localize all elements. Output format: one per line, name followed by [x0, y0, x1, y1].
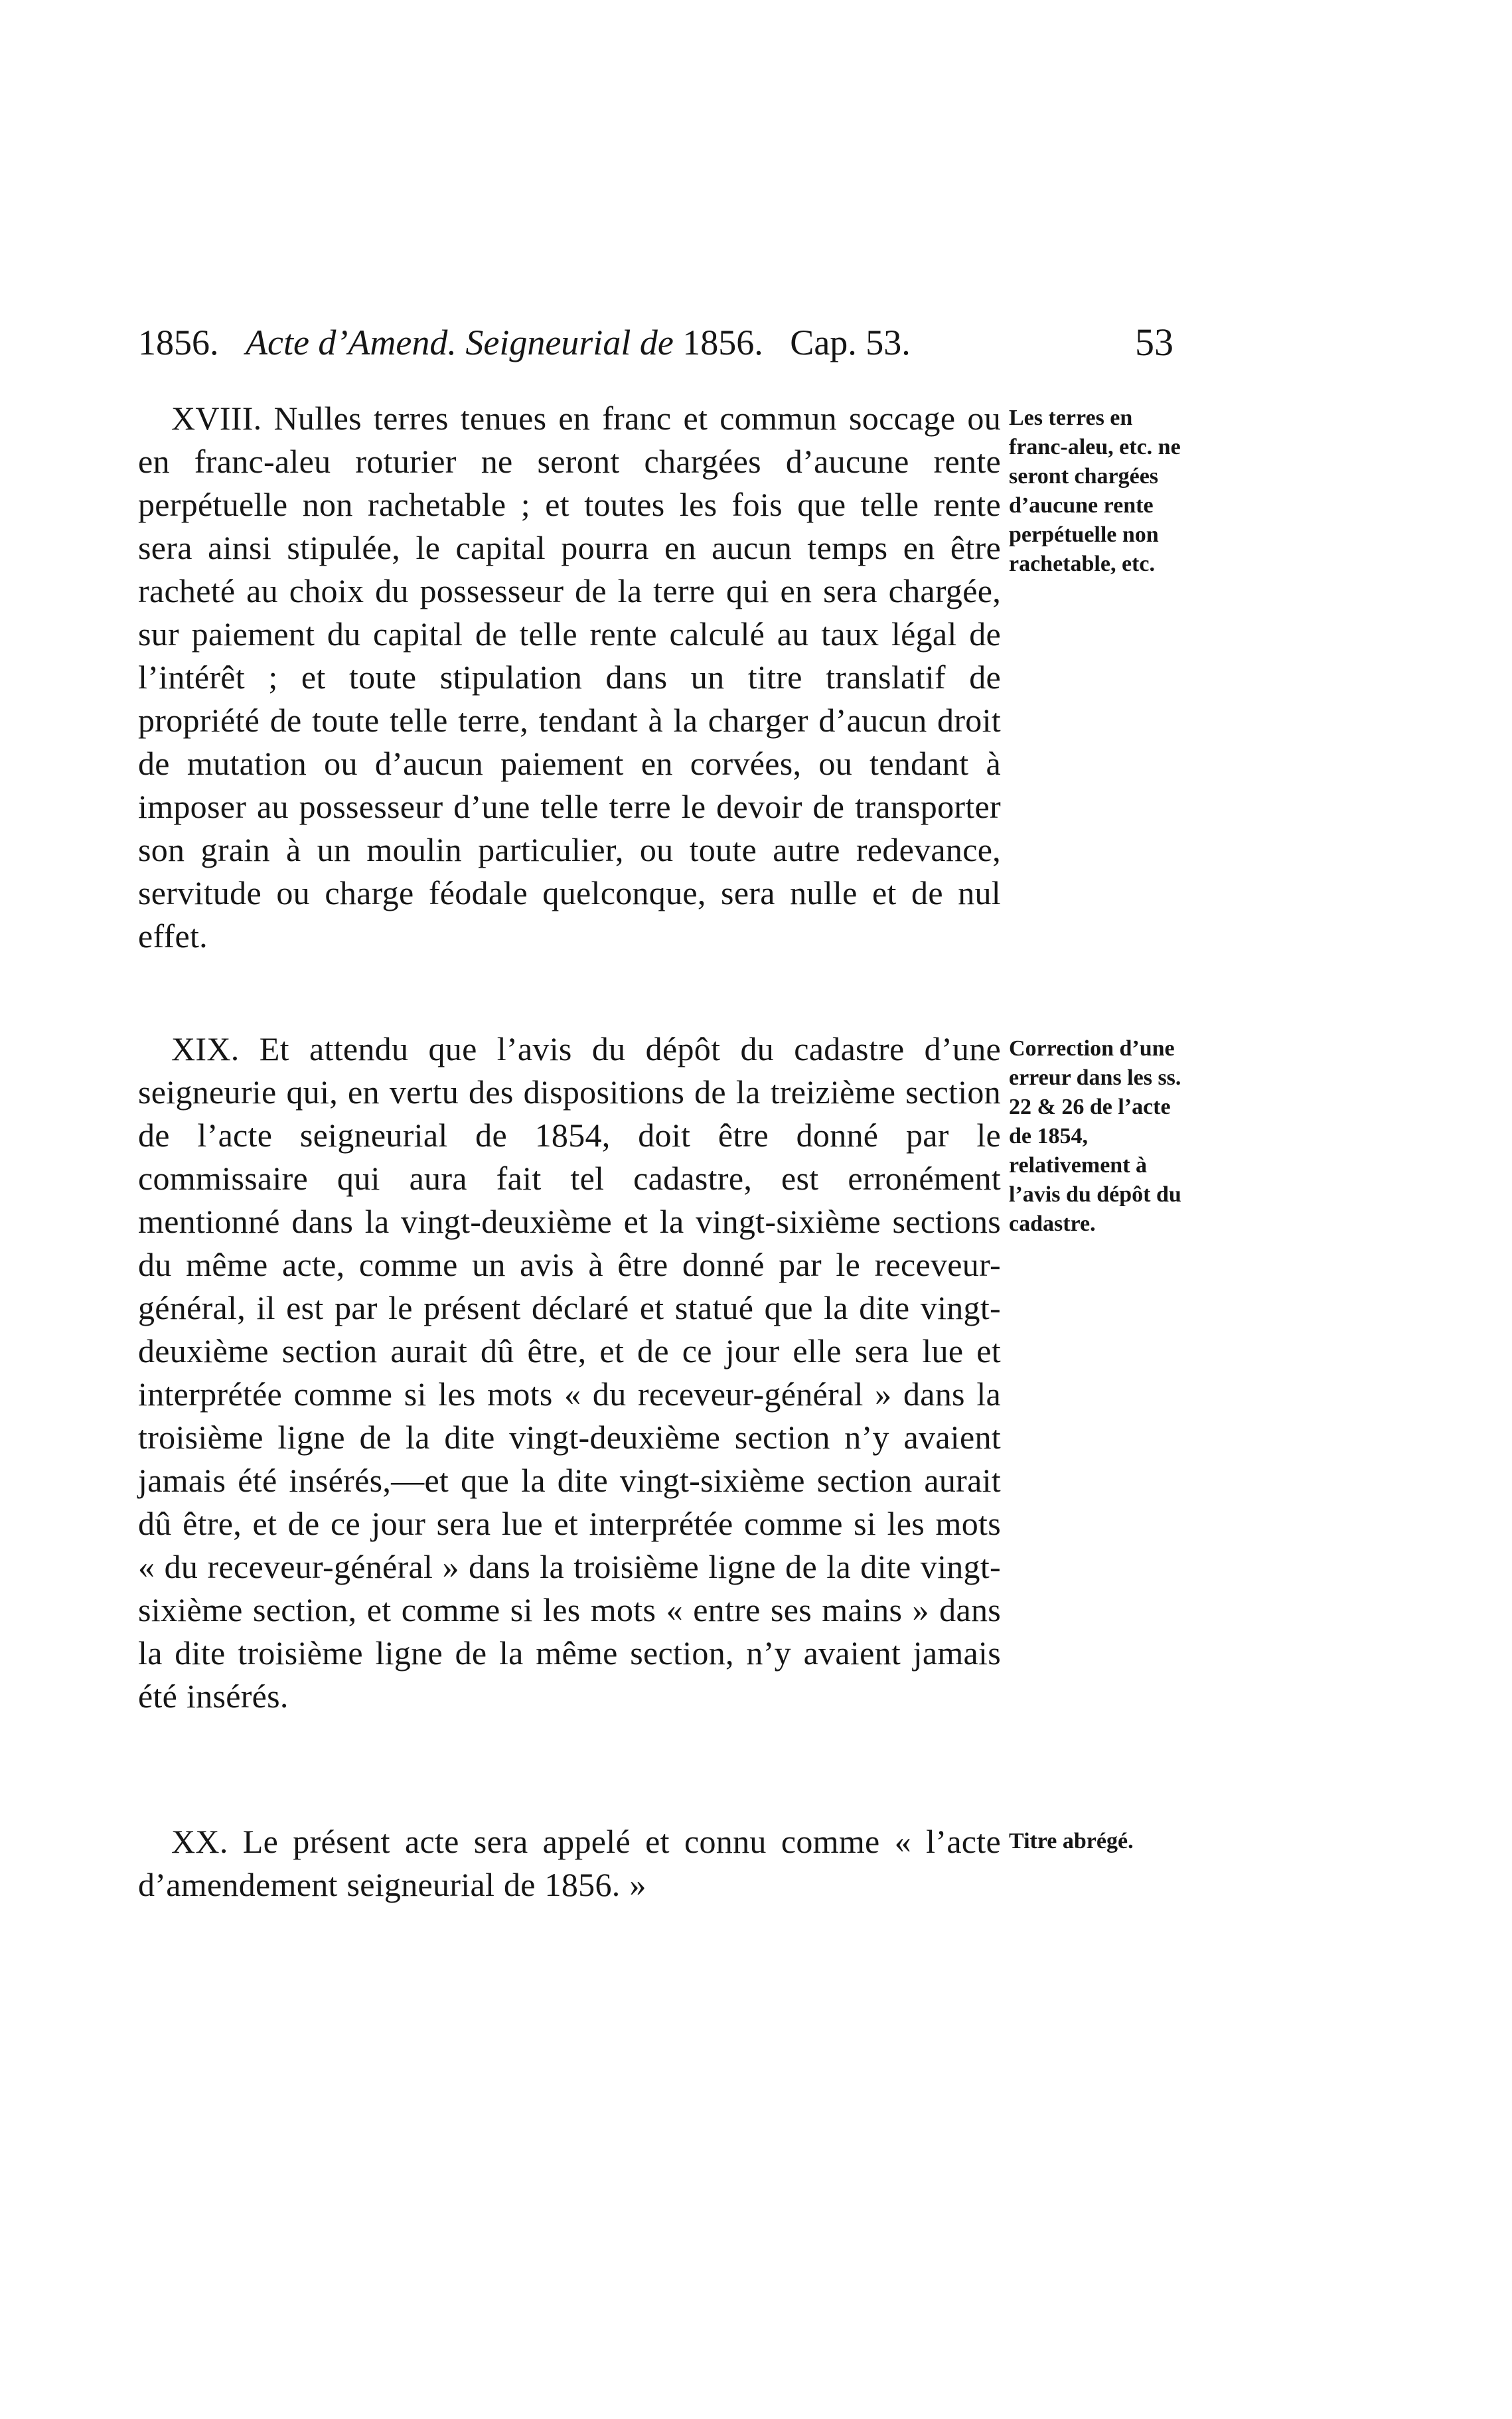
page-number: 53: [1135, 321, 1173, 364]
section-xx-margin-note: Titre abrégé.: [1009, 1829, 1134, 1853]
section-xviii-margin-note: Les terres en franc-aleu, etc. ne seront chargées d’aucune rente perpétuelle non rachetable, etc.: [1009, 406, 1181, 576]
section-xix: [138, 1028, 1187, 1718]
header-title-line: [138, 316, 911, 369]
section-xviii-text: XVIII. Nulles terres tenues en franc et commun soccage ou en franc-aleu roturier ne seront chargées d’aucune rente perpétuelle non rachetable ; et toutes les fois que telle rente sera ainsi stipulée, le capital pourra en aucun temps en être racheté au choix du possesseur de la terre qui en sera chargée, sur paiement du capital de telle rente calculé au taux légal de l’intérêt ; et toute stipulation dans un titre translatif de propriété de toute telle terre, tendant à la charger d’aucun droit de mutation ou d’aucun paiement en corvées, ou tendant à imposer au possesseur d’une telle terre le devoir de transporter son grain à un moulin particulier, ou toute autre redevance, servitude ou charge féodale quelconque, sera nulle et de nul effet.: [138, 400, 1001, 955]
section-xix-text: XIX. Et attendu que l’avis du dépôt du cadastre d’une seigneurie qui, en vertu des dispositions de la treizième section de l’acte seigneurial de 1854, doit être donné par le commissaire qui aura fait tel cadastre, est erronément mentionné dans la vingt-deuxième et la vingt-sixième sections du même acte, comme un avis à être donné par le receveur-général, il est par le présent déclaré et statué que la dite vingt-deuxième section aurait dû être, et de ce jour elle sera lue et interprétée comme si les mots « du receveur-général » dans la troisième ligne de la dite vingt-deuxième section n’y avaient jamais été insérés,—et que la dite vingt-sixième section aurait dû être, et de ce jour sera lue et interprétée comme si les mots « du receveur-général » dans la troisième ligne de la dite vingt-sixième section, et comme si les mots « entre ses mains » dans la dite troisième ligne de la même section, n’y avaient jamais été insérés.: [138, 1030, 1001, 1715]
running-header: [138, 316, 1173, 369]
section-xx-text: XX. Le présent acte sera appelé et connu comme « l’acte d’amendement seigneurial de 1856. »: [138, 1823, 1001, 1903]
header-chapter: Cap. 53.: [790, 323, 911, 362]
section-xviii: [138, 397, 1187, 958]
section-xx: [138, 1820, 1187, 1907]
header-act-title: Acte d’Amend. Seigneurial de: [246, 323, 674, 362]
header-year: 1856.: [138, 323, 219, 362]
header-act-year: 1856.: [682, 323, 763, 362]
section-xix-margin-note: Correction d’une erreur dans les ss. 22 & 26 de l’acte de 1854, relativement à l’avis du dépôt du cadastre.: [1009, 1036, 1181, 1236]
